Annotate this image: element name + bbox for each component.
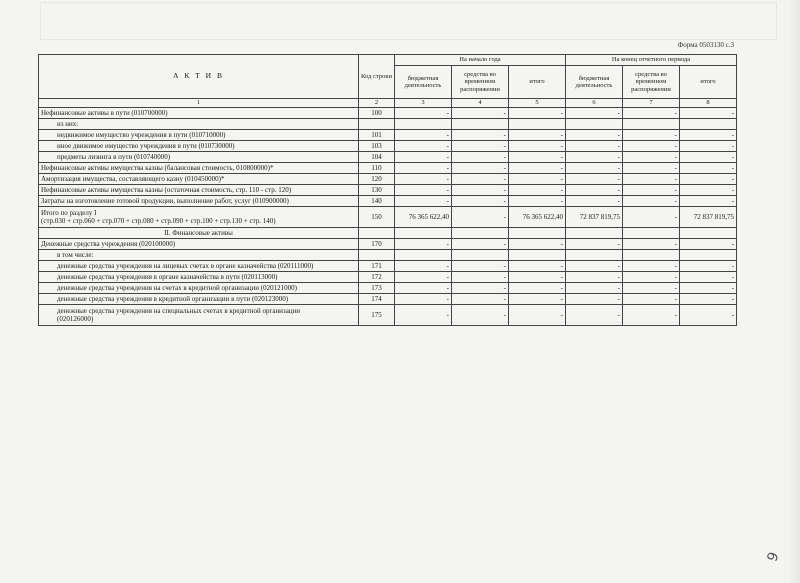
row-value: - xyxy=(680,185,737,196)
row-value: - xyxy=(566,141,623,152)
row-value: - xyxy=(680,174,737,185)
row-value: - xyxy=(623,152,680,163)
row-value xyxy=(452,250,509,261)
row-code: 130 xyxy=(359,185,395,196)
row-value xyxy=(395,119,452,130)
row-code: 170 xyxy=(359,239,395,250)
row-value: - xyxy=(509,108,566,119)
row-value: - xyxy=(680,239,737,250)
balance-table xyxy=(38,54,737,326)
row-value: - xyxy=(509,174,566,185)
row-value: - xyxy=(623,272,680,283)
row-value: - xyxy=(395,163,452,174)
row-value: - xyxy=(623,130,680,141)
total-row-value: 76 365 622,40 xyxy=(395,207,452,228)
row-value: - xyxy=(623,305,680,326)
row-value: - xyxy=(452,174,509,185)
row-value: - xyxy=(395,305,452,326)
row-value: - xyxy=(623,196,680,207)
table-row xyxy=(39,272,737,283)
row-value: - xyxy=(623,261,680,272)
row-value: - xyxy=(452,108,509,119)
row-value: - xyxy=(566,294,623,305)
row-value: - xyxy=(566,163,623,174)
header-budget-end: бюджетная деятельность xyxy=(566,66,623,99)
scan-edge xyxy=(788,0,800,583)
row-label: иное движимое имущество учреждения в пути (010730000) xyxy=(39,141,359,152)
row-label: денежные средства учреждения в кредитной организации в пути (020123000) xyxy=(39,294,359,305)
row-value: - xyxy=(566,152,623,163)
row-value: - xyxy=(452,283,509,294)
row-value: - xyxy=(395,174,452,185)
row-value: - xyxy=(509,196,566,207)
row-code: 174 xyxy=(359,294,395,305)
row-value: - xyxy=(395,239,452,250)
header-aktiv: А К Т И В xyxy=(39,55,359,99)
col-number: 7 xyxy=(623,99,680,108)
row-value: - xyxy=(623,283,680,294)
row-value: - xyxy=(509,163,566,174)
row-value: - xyxy=(509,152,566,163)
header-temp-start: средства во временном распоряжении xyxy=(452,66,509,99)
row-code: 140 xyxy=(359,196,395,207)
row-value xyxy=(509,250,566,261)
row-value: - xyxy=(452,305,509,326)
row-label: денежные средства учреждения в органе казначейства в пути (020113000) xyxy=(39,272,359,283)
row-value xyxy=(680,119,737,130)
form-label: Форма 0503130 с.3 xyxy=(677,41,734,49)
total-row-value: 76 365 622,40 xyxy=(509,207,566,228)
row-value: - xyxy=(680,152,737,163)
header-end-period: На конец отчетного периода xyxy=(566,55,737,66)
row-value: - xyxy=(452,141,509,152)
row-value: - xyxy=(395,196,452,207)
row-code: 175 xyxy=(359,305,395,326)
row-value: - xyxy=(395,283,452,294)
row-value: - xyxy=(395,108,452,119)
row-value: - xyxy=(566,239,623,250)
row-code: 172 xyxy=(359,272,395,283)
row-value: - xyxy=(509,294,566,305)
row-value: - xyxy=(395,152,452,163)
row-value: - xyxy=(395,294,452,305)
row-value xyxy=(452,119,509,130)
row-value: - xyxy=(509,283,566,294)
header-temp-end: средства во временном распоряжении xyxy=(623,66,680,99)
row-value: - xyxy=(566,305,623,326)
row-code: 173 xyxy=(359,283,395,294)
row-value: - xyxy=(509,185,566,196)
total-row-value: 72 837 819,75 xyxy=(680,207,737,228)
row-label: Нефинансовые активы имущества казны (остаточная стоимость, стр. 110 - стр. 120) xyxy=(39,185,359,196)
row-value: - xyxy=(623,174,680,185)
table-row xyxy=(39,294,737,305)
row-label: денежные средства учреждения на счетах в кредитной организации (020121000) xyxy=(39,283,359,294)
col-number: 6 xyxy=(566,99,623,108)
table-row xyxy=(39,196,737,207)
row-value xyxy=(509,119,566,130)
table-row xyxy=(39,152,737,163)
row-code: 171 xyxy=(359,261,395,272)
row-value: - xyxy=(566,272,623,283)
row-value: - xyxy=(680,130,737,141)
section-header-row xyxy=(39,228,737,239)
row-value: - xyxy=(452,196,509,207)
row-value: - xyxy=(509,261,566,272)
row-code: 104 xyxy=(359,152,395,163)
row-value: - xyxy=(395,272,452,283)
table-row xyxy=(39,239,737,250)
table-row xyxy=(39,108,737,119)
row-label: Затраты на изготовление готовой продукции, выполнение работ, услуг (010900000) xyxy=(39,196,359,207)
row-value: - xyxy=(395,130,452,141)
row-value: - xyxy=(680,261,737,272)
header-code: Код строки xyxy=(359,55,395,99)
row-value: - xyxy=(623,108,680,119)
row-value: - xyxy=(509,272,566,283)
table-row xyxy=(39,283,737,294)
row-label: Нефинансовые активы в пути (010700000) xyxy=(39,108,359,119)
row-label: в том числе: xyxy=(39,250,359,261)
row-value: - xyxy=(680,294,737,305)
row-value: - xyxy=(623,239,680,250)
row-value xyxy=(566,250,623,261)
row-label: недвижимое имущество учреждения в пути (010710000) xyxy=(39,130,359,141)
col-number: 1 xyxy=(39,99,359,108)
row-code xyxy=(359,250,395,261)
table-row xyxy=(39,261,737,272)
table-row xyxy=(39,185,737,196)
total-row-value: - xyxy=(623,207,680,228)
total-row xyxy=(39,207,737,228)
row-value: - xyxy=(509,239,566,250)
total-row-code: 150 xyxy=(359,207,395,228)
row-code: 103 xyxy=(359,141,395,152)
row-value: - xyxy=(452,261,509,272)
row-value: - xyxy=(452,239,509,250)
row-value: - xyxy=(680,272,737,283)
section-title: II. Финансовые активы xyxy=(39,228,359,239)
row-value: - xyxy=(566,283,623,294)
row-value: - xyxy=(452,163,509,174)
row-value: - xyxy=(566,130,623,141)
row-value: - xyxy=(623,294,680,305)
row-value: - xyxy=(509,305,566,326)
table-row xyxy=(39,130,737,141)
row-value: - xyxy=(623,141,680,152)
table-row xyxy=(39,174,737,185)
row-label: предметы лизинга в пути (010740000) xyxy=(39,152,359,163)
bleed-through-lines xyxy=(40,322,740,355)
row-value xyxy=(680,250,737,261)
row-value: - xyxy=(623,163,680,174)
row-value: - xyxy=(680,283,737,294)
table-row xyxy=(39,163,737,174)
total-row-value: - xyxy=(452,207,509,228)
row-value: - xyxy=(452,130,509,141)
row-value: - xyxy=(680,163,737,174)
row-value xyxy=(623,119,680,130)
total-row-title: Итого по разделу I xyxy=(41,208,97,217)
col-number: 8 xyxy=(680,99,737,108)
row-label: Амортизация имущества, составляющего казну (010450000)* xyxy=(39,174,359,185)
row-value: - xyxy=(452,272,509,283)
row-value: - xyxy=(452,294,509,305)
row-value: - xyxy=(452,152,509,163)
total-row-formula: (стр.030 + стр.060 + стр.070 + стр.080 + стр.090 + стр.100 + стр.130 + стр. 140) xyxy=(41,217,276,225)
row-value: - xyxy=(509,141,566,152)
header-total-start: итого xyxy=(509,66,566,99)
row-code: 101 xyxy=(359,130,395,141)
table-row xyxy=(39,141,737,152)
col-number: 4 xyxy=(452,99,509,108)
row-value: - xyxy=(452,185,509,196)
row-value: - xyxy=(566,196,623,207)
row-label: из них: xyxy=(39,119,359,130)
row-value xyxy=(623,250,680,261)
col-number: 5 xyxy=(509,99,566,108)
bleed-through-table xyxy=(40,2,777,40)
handwritten-page-number: 9 xyxy=(764,550,783,564)
row-value: - xyxy=(566,108,623,119)
row-value: - xyxy=(623,185,680,196)
row-value: - xyxy=(566,185,623,196)
row-label xyxy=(39,305,359,326)
row-label-line: (020126000) xyxy=(57,315,94,323)
row-value: - xyxy=(395,185,452,196)
row-value xyxy=(566,119,623,130)
table-row xyxy=(39,250,737,261)
row-value: - xyxy=(395,141,452,152)
row-label: Денежные средства учреждения (020100000) xyxy=(39,239,359,250)
total-row-label xyxy=(39,207,359,228)
row-label: денежные средства учреждения на лицевых счетах в органе казначейства (020111000) xyxy=(39,261,359,272)
row-value: - xyxy=(680,196,737,207)
row-code: 120 xyxy=(359,174,395,185)
col-number: 3 xyxy=(395,99,452,108)
table-row xyxy=(39,305,737,326)
row-value: - xyxy=(566,261,623,272)
row-value: - xyxy=(509,130,566,141)
row-value xyxy=(395,250,452,261)
row-label-line: денежные средства учреждения на специальных счетах в кредитной организации xyxy=(57,306,301,315)
header-total-end: итого xyxy=(680,66,737,99)
row-value: - xyxy=(680,108,737,119)
table-row xyxy=(39,119,737,130)
row-value: - xyxy=(395,261,452,272)
header-start-period: На начало года xyxy=(395,55,566,66)
col-number: 2 xyxy=(359,99,395,108)
row-code xyxy=(359,119,395,130)
row-value: - xyxy=(566,174,623,185)
total-row-value: 72 837 819,75 xyxy=(566,207,623,228)
row-code: 110 xyxy=(359,163,395,174)
row-value: - xyxy=(680,305,737,326)
row-code: 100 xyxy=(359,108,395,119)
row-label: Нефинансовые активы имущества казны (балансовая стоимость, 010800000)* xyxy=(39,163,359,174)
row-value: - xyxy=(680,141,737,152)
header-budget-start: бюджетная деятельность xyxy=(395,66,452,99)
